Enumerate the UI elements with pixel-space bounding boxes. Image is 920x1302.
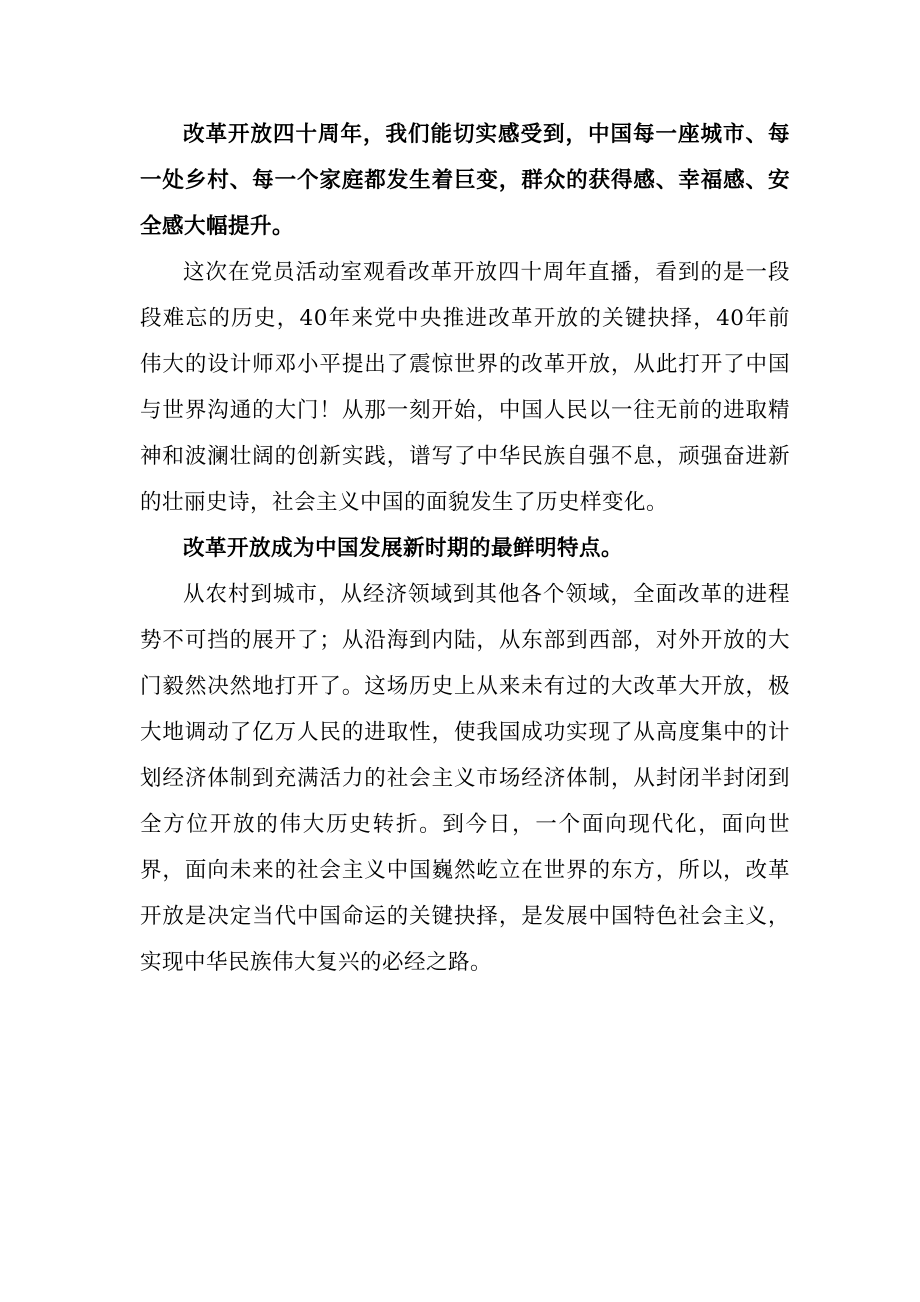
document-page [140,112,790,986]
paragraph-2: 这次在党员活动室观看改革开放四十周年直播，看到的是一段段难忘的历史，40年来党中央推进改革开放的关键抉择，40年前伟大的设计师邓小平提出了震惊世界的改革开放，从此打开了中国与世界沟通的大门！从那一刻开始，中国人民以一往无前的进取精神和波澜壮阔的创新实践，谱写了中华民族自强不息，顽强奋进新的壮丽史诗，社会主义中国的面貌发生了历史样变化。 [140,260,790,515]
paragraph-3: 改革开放成为中国发展新时期的最鲜明特点。 [183,536,624,561]
paragraph-1: 改革开放四十周年，我们能切实感受到，中国每一座城市、每一处乡村、每一个家庭都发生着巨变，群众的获得感、幸福感、安全感大幅提升。 [140,122,790,239]
paragraph-4: 从农村到城市，从经济领域到其他各个领域，全面改革的进程势不可挡的展开了；从沿海到内陆，从东部到西部，对外开放的大门毅然决然地打开了。这场历史上从来未有过的大改革大开放，极大地调动了亿万人民的进取性，使我国成功实现了从高度集中的计划经济体制到充满活力的社会主义市场经济体制，从封闭半封闭到全方位开放的伟大历史转折。到今日，一个面向现代化，面向世界，面向未来的社会主义中国巍然屹立在世界的东方，所以，改革开放是决定当代中国命运的关键抉择，是发展中国特色社会主义，实现中华民族伟大复兴的必经之路。 [140,582,790,975]
